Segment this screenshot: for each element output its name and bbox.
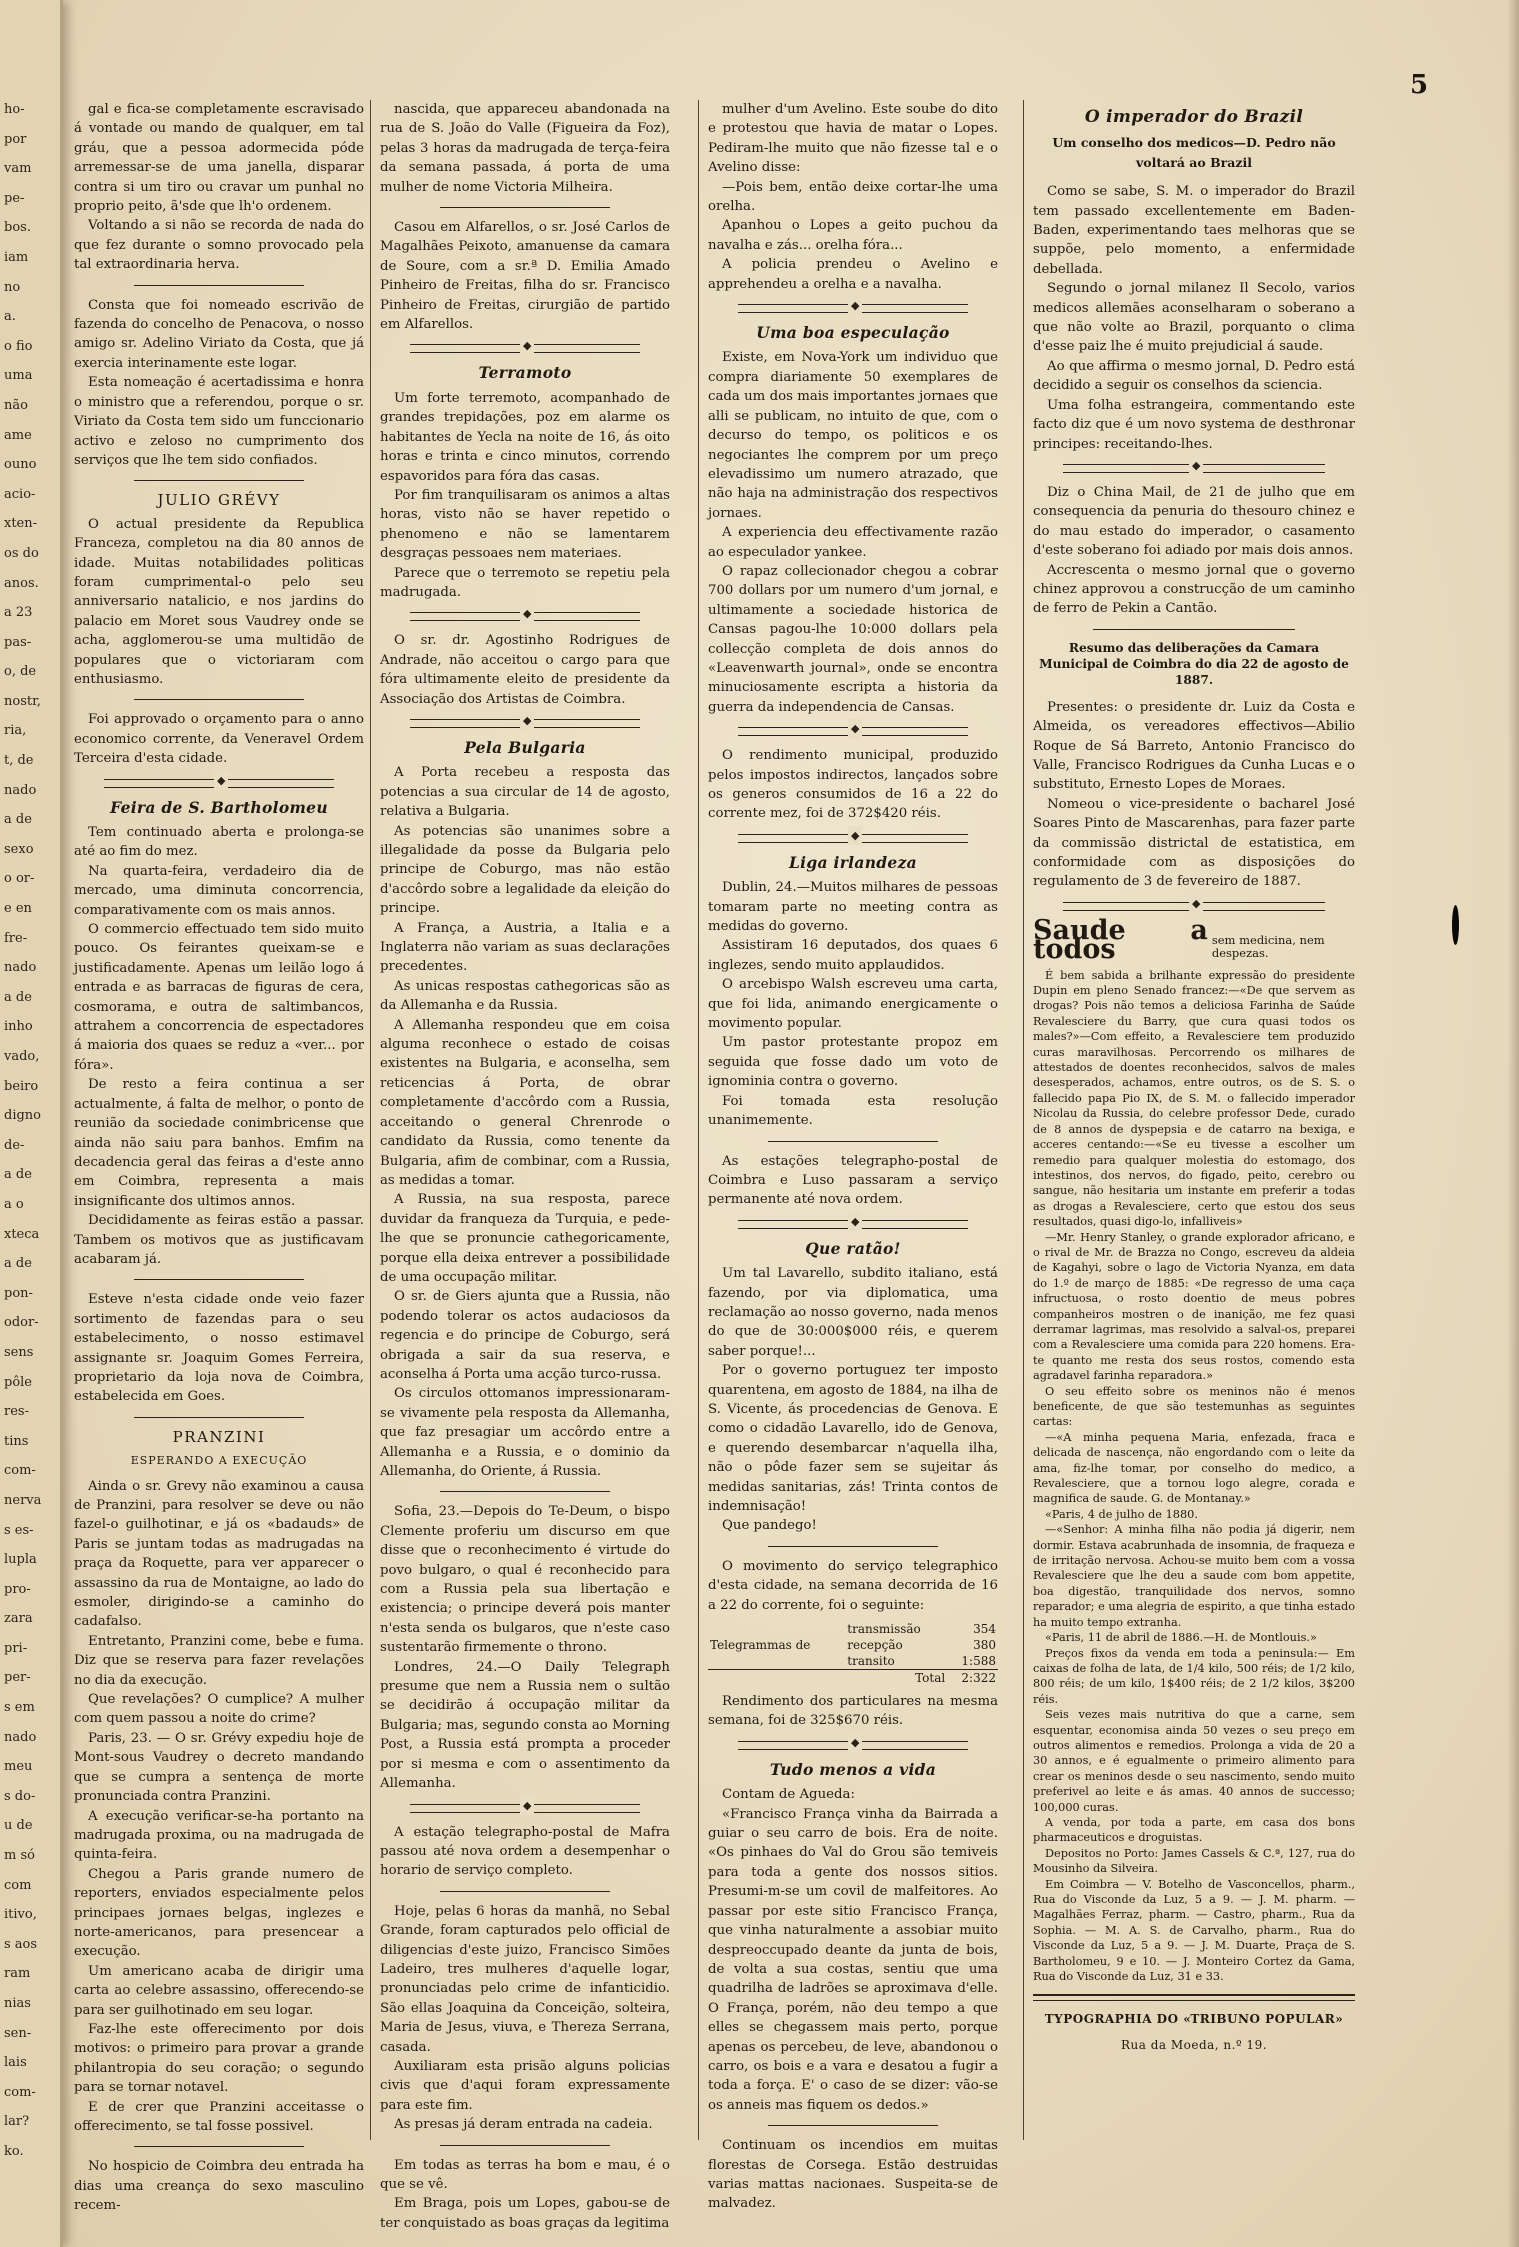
- article-text: A estação telegrapho-postal de Mafra passou até nova ordem a desempenhar o horario de serviço completo.: [380, 1824, 670, 1879]
- advert-text: É bem sabida a brilhante expressão do presidente Dupin em pleno Senado francez:—«De que servem as drogas? Pois não temos a deliciosa Farinha de Saúde Revalesciere du Barry, que cura quasi todos os males?»—Com effeito, a Revalesciere tem produzido curas maravilhosas. Percorrendo os milhares de attestados de doentes reconhecidos, salvos de males desesperados, achamos, entre outros, os de S. S. o fallecido papa Pio IX, de S. M. o fallecido imperador Nicolau da Russia, do celebre professor Dede, curado de 8 annos de dyspepsia e de catarro na bexiga, e acceres centando:—«Se eu tivesse a escolher um remedio para qualquer molestia do estomago, dos intestinos, dos nervos, do figado, peito, cerebro ou sangue, não hesitaria um instante em preferir a todas as drogas a Revalesciere, certo que estou dos seus resultados, quasi digo-lo, infalliveis»: [1033, 968, 1355, 1229]
- article-text: Tem continuado aberta e prolonga-se até ao fim do mez.: [74, 825, 364, 860]
- previous-page-fragment: xteca: [4, 1226, 40, 1242]
- previous-page-fragment: acio-: [4, 486, 36, 502]
- separator: [440, 2145, 610, 2146]
- article-text: mulher d'um Avelino. Este soube do dito e protestou que havia de matar o Lopes. Pediram-lhe muito que não fizesse tal e o Avelino disse:: [708, 102, 998, 176]
- previous-page-fragment: vado,: [4, 1049, 40, 1064]
- article-text: O rapaz collecionador chegou a cobrar 700 dollars por um numero d'um jornal, e ultimamente a sociedade historica de Cansas pagou-lhe 10:000 dollars pela collecção completa de dois annos do «Leavenwarth journal», onde se encontra minuciosamente escripta a historia da guerra da independencia de Cansas.: [708, 563, 998, 715]
- advert-text: Seis vezes mais nutritiva do que a carne, sem esquentar, economisa ainda 50 vezes o seu preço em outros alimentos e remedios. Prolonga a vida de 20 a 30 annos, e é egualmente o primeiro alimento para crear os meninos desde o seu nascimento, sendo muito preferivel ao leite e ás amas. 40 annos de successo; 100,000 curas.: [1033, 1708, 1355, 1814]
- article-text: Rendimento dos particulares na mesma semana, foi de 325$670 réis.: [708, 1694, 998, 1729]
- separator: [134, 480, 304, 481]
- article-text: Existe, em Nova-York um individuo que compra diariamente 50 exemplares de cada um dos mais importantes jornaes que alli se publicam, no intuito de que, com o decurso do tempo, os politicos e os negociantes lhe comprem por um preço elevadissimo um numero atrazado, que não haja na administração dos respectivos jornaes.: [708, 350, 998, 521]
- article-text: Um pastor protestante propoz em seguida que fosse dado um voto de ignominia contra o governo.: [708, 1035, 998, 1090]
- article-text: Nomeou o vice-presidente o bacharel José Soares Pinto de Mascarenhas, para fazer parte da commissão districtal de estatistica, em conformidade com as disposições do regulamento de 3 de fevereiro de 1887.: [1033, 796, 1355, 890]
- article-text: Dublin, 24.—Muitos milhares de pessoas tomaram parte no meeting contra as medidas do governo.: [708, 880, 998, 935]
- previous-page-fragment: ame: [4, 427, 32, 443]
- ornament-separator: [738, 304, 968, 313]
- previous-page-fragment: lar?: [4, 2114, 30, 2130]
- previous-page-fragment: iam: [4, 249, 29, 265]
- advert-text: Preços fixos da venda em toda a peninsula:— Em caixas de folha de lata, de 1/4 kilo, 500 réis; de 1/2 kilo, 800 réis; de um kilo, 1$400 réis; de 2 1/2 kilos, 3$200 réis.: [1033, 1646, 1355, 1706]
- article-text: O arcebispo Walsh escreveu uma carta, que foi lida, animando energicamente o movimento popular.: [708, 977, 998, 1032]
- previous-page-fragment: a.: [4, 309, 16, 325]
- article-text: Foi approvado o orçamento para o anno economico corrente, da Veneravel Ordem Terceira d'esta cidade.: [74, 712, 364, 767]
- column-1: [74, 100, 364, 2214]
- separator: [134, 285, 304, 286]
- telegram-total-label: Total: [845, 1670, 947, 1687]
- article-text: Parece que o terremoto se repetiu pela madrugada.: [380, 565, 670, 600]
- ornament-separator: [410, 1804, 640, 1813]
- previous-page-fragment: s do-: [4, 1788, 36, 1804]
- article-text: Em todas as terras ha bom e mau, é o que se vê.: [380, 2157, 670, 2192]
- telegram-value: 1:588: [961, 1654, 996, 1669]
- headline-liga: Liga irlandeza: [788, 852, 918, 872]
- previous-page-fragment: o, de: [4, 664, 37, 680]
- previous-page-fragment: lupla: [4, 1552, 37, 1568]
- double-rule: [1033, 1994, 1355, 2001]
- article-text: O commercio effectuado tem sido muito pouco. Os feirantes queixam-se e justificadamente. Apenas um leilão logo á entrada e as barracas de figuras de cera, cosmorama, e outra de saltimbancos, attrahem a concorrencia de espectadores á maioria dos quaes se reduz a «ver... por fóra».: [74, 922, 364, 1073]
- previous-page-fragment: pas-: [4, 634, 32, 650]
- ornament-separator: [738, 1741, 968, 1750]
- advert-text: «Paris, 4 de julho de 1880.: [1045, 1507, 1198, 1521]
- telegram-value: 354: [973, 1622, 996, 1637]
- previous-page-fragment: sexo: [4, 841, 34, 857]
- previous-page-fragment: pri-: [4, 1640, 28, 1656]
- previous-page-fragment: nerva: [4, 1492, 42, 1508]
- advert-text: —Mr. Henry Stanley, o grande explorador africano, e o rival de Mr. de Brazza no Congo, escreveu da aldeia de Kagahyi, sobre o lago de Victoria Nyanza, em data do 1.º de março de 1885: «De regresso de uma caça infructuosa, o rosto doentio de meus pobres companheiros mostren o de inanição, me fez quasi derramar lagrimas, mas resolvido a salval-os, preparei com a Revalesciere uma comida para 220 homens. Era-te quanto me resta dos seus rostos, comendo esta agradavel farinha reparadora.»: [1033, 1230, 1355, 1383]
- separator: [134, 2146, 304, 2147]
- previous-page-fragment: sens: [4, 1344, 34, 1360]
- ornament-separator: [104, 779, 334, 788]
- previous-page-fragment: ria,: [4, 723, 27, 739]
- ornament-separator: [410, 344, 640, 353]
- article-text: No hospicio de Coimbra deu entrada ha dias uma creança do sexo masculino recem-: [74, 2159, 364, 2214]
- previous-page-fragment: no: [4, 279, 21, 295]
- previous-page-fragment: vam: [4, 161, 32, 177]
- advert-text: O seu effeito sobre os meninos não é menos beneficente, de que são testemunhas as seguintes cartas:: [1033, 1384, 1355, 1429]
- advert-text: —«A minha pequena Maria, enfezada, fraca e delicada de nascença, não engordando com o leite da ama, fiz-lhe tomar, por conselho do medico, a Revalesciere, que a tornou logo alegre, corada e magnifica de saude. G. de Montanay.»: [1033, 1430, 1355, 1506]
- article-text: Diz o China Mail, de 21 de julho que em consequencia da penuria do thesouro chinez e do mau estado do imperador, o casamento d'este soberano foi adiado por mais dois annos.: [1033, 484, 1355, 559]
- previous-page-fragment: a de: [4, 1167, 32, 1183]
- article-text: Entretanto, Pranzini come, bebe e fuma. Diz que se reserva para fazer revelações no dia da execução.: [74, 1633, 364, 1688]
- previous-page-fragment: nado: [4, 1729, 37, 1745]
- previous-page-fragment: s aos: [4, 1936, 38, 1952]
- separator: [440, 1491, 610, 1492]
- previous-page-fragment: o fio: [4, 338, 33, 354]
- advert-text: —«Senhor: A minha filha não podia já digerir, nem dormir. Estava acabrunhada de insomnia, de fraqueza e de irritação nervosa. Achou-se muito bem com a vossa Revalesciere que lhe deu a saude com bom appetite, boa digestão, tranquilidade dos nervos, somno reparador; e uma alegria de espirito, a que tinha estado ha muito tempo extranha.: [1033, 1523, 1355, 1629]
- advert-headline: [1033, 914, 1355, 966]
- separator: [440, 207, 610, 208]
- subheadline-imperador: Um conselho dos medicos—D. Pedro não voltará ao Brazil: [1052, 135, 1336, 170]
- article-text: As potencias são unanimes sobre a illegalidade da posse da Bulgaria pelo principe de Coburgo, mas não estão d'accôrdo sobre a legalidade da eleição do principe.: [380, 823, 670, 917]
- previous-page-fragment: uma: [4, 368, 33, 384]
- imprint-name: TYPOGRAPHIA DO «TRIBUNO POPULAR»: [1044, 2012, 1344, 2027]
- article-text: Na quarta-feira, verdadeiro dia de mercado, uma diminuta concorrencia, comparativamente com os mais annos.: [74, 863, 364, 918]
- article-text: Um tal Lavarello, subdito italiano, está fazendo, por via diplomatica, uma reclamação ao nosso governo, nada menos do que de 30:000$000 réis, e querem saber porque!...: [708, 1266, 998, 1359]
- previous-page-fragment: nostr,: [4, 693, 42, 709]
- ornament-separator: [410, 612, 640, 621]
- telegram-table: [708, 1621, 998, 1686]
- article-text: Ao que affirma o mesmo jornal, D. Pedro está decidido a seguir os conselhos da sciencia.: [1033, 358, 1355, 394]
- column-3: [708, 100, 998, 2212]
- article-text: Que pandego!: [722, 1518, 817, 1534]
- article-text: As presas já deram entrada na cadeia.: [394, 2117, 653, 2133]
- article-text: Decididamente as feiras estão a passar. Tambem os motivos que as justificavam acabaram já.: [74, 1213, 364, 1267]
- column-4: [1033, 100, 1355, 2190]
- telegram-kind: recepção: [847, 1638, 903, 1653]
- ornament-separator: [410, 719, 640, 728]
- previous-page-fragment: inho: [4, 1019, 33, 1035]
- previous-page-fragment: m só: [4, 1848, 35, 1864]
- separator: [768, 1546, 938, 1547]
- previous-page-fragment: bos.: [4, 220, 31, 236]
- previous-page-fragment: u de: [4, 1818, 33, 1834]
- previous-page-fragment: s es-: [4, 1522, 34, 1538]
- subheadline-pranzini: ESPERANDO A EXECUÇÃO: [130, 1454, 308, 1468]
- article-text: Ainda o sr. Grevy não examinou a causa de Pranzini, para resolver se deve ou não fazel-o guilhotinar, e já os «badauds» de Paris se juntam todas as madrugadas na praça da Roquette, para ver apparecer o assassino da rua de Montaigne, ao lado do esmoler, dirigindo-se a caminho do cadafalso.: [74, 1478, 364, 1630]
- headline-feira: Feira de S. Bartholomeu: [110, 797, 328, 817]
- previous-page-fragment: com: [4, 1877, 32, 1893]
- article-text: Uma folha estrangeira, commentando este facto diz que é um novo systema de desthronar principes: receitando-lhes.: [1033, 397, 1355, 452]
- previous-page-fragment: nias: [4, 1996, 31, 2011]
- ornament-separator: [738, 1220, 968, 1229]
- article-text: Em Braga, pois um Lopes, gabou-se de ter conquistado as boas graças da legitima: [380, 2196, 670, 2231]
- article-text: Esta nomeação é acertadissima e honra o ministro que a referendou, porque o sr. Viriato da Costa tem sido um funccionario activo e zeloso no cumprimento dos serviços que lhe tem sido confiados.: [74, 375, 364, 468]
- article-text: Um americano acaba de dirigir uma carta ao celebre assassino, offerecendo-se para ser guilhotinado em seu logar.: [74, 1963, 364, 2018]
- article-text: Chegou a Paris grande numero de reporters, enviados especialmente pelos principaes jornaes belgas, inglezes e norte-americanos, para presencear a execução.: [74, 1866, 364, 1960]
- headline-imperador: O imperador do Brazil: [1084, 107, 1304, 127]
- article-text: Continuam os incendios em muitas florestas de Corsega. Estão destruidas varias mattas nacionaes. Suspeita-se de malvadez.: [708, 2138, 998, 2212]
- article-text: A experiencia deu effectivamente razão ao especulador yankee.: [708, 525, 998, 560]
- article-text: O actual presidente da Republica Franceza, completou na dia 80 annos de idade. Muitas notabilidades politicas foram cumprimental-o pelo seu anniversario natalicio, e nos jardins do palacio em Moret sous Vaudrey onde se acha, agglomerou-se uma multidão de populares que o victoriaram com enthusiasmo.: [74, 516, 364, 687]
- advert-text: Depositos no Porto: James Cassels & C.ª, 127, rua do Mousinho da Silveira.: [1033, 1846, 1355, 1876]
- previous-page-fragment: fre-: [4, 930, 28, 946]
- article-text: Contam de Agueda:: [722, 1787, 855, 1803]
- imprint-address: Rua da Moeda, n.º 19.: [1120, 2038, 1268, 2053]
- column-rule: [370, 100, 371, 2140]
- previous-page-fragment: pro-: [4, 1581, 31, 1597]
- previous-page-fragment: xten-: [4, 516, 38, 532]
- advert-title: Saude a todos: [1033, 914, 1208, 966]
- previous-page-fragment: a 23: [4, 605, 33, 621]
- article-text: Assistiram 16 deputados, dos quaes 6 inglezes, sendo muito applaudidos.: [708, 938, 998, 973]
- article-text: A França, a Austria, a Italia e a Inglaterra não variam as suas declarações precedentes.: [380, 920, 670, 975]
- article-text: Um forte terremoto, acompanhado de grandes trepidações, poz em alarme os habitantes de Yecla na noite de 16, ás oito horas e trinta e cinco minutos, correndo espavoridos para fóra das casas.: [380, 390, 670, 484]
- previous-page-fragment: zara: [4, 1611, 33, 1627]
- article-text: Foi tomada esta resolução unanimemente.: [708, 1093, 998, 1129]
- article-text: Que revelações? O cumplice? A mulher com quem passou a noite do crime?: [74, 1692, 364, 1727]
- telegram-value: 380: [973, 1638, 996, 1653]
- headline-pranzini: PRANZINI: [172, 1427, 266, 1446]
- column-2: [380, 100, 670, 2231]
- page-edge-shadow: [1507, 0, 1519, 2247]
- advert-text: A venda, por toda a parte, em casa dos bons pharmaceuticos e droguistas.: [1033, 1815, 1355, 1845]
- previous-page-fragment: lais: [4, 2055, 27, 2071]
- previous-page-fragment: por: [4, 131, 27, 147]
- article-text: Sofia, 23.—Depois do Te-Deum, o bispo Clemente proferiu um discurso em que disse que o reconhecimento é virtude do povo bulgaro, o qual é reconhecido para com a Russia pela sua libertação e existencia; o principe deverá pois manter n'esta senda os bulgaros, que n'este caso sustentarão firmemente o throno.: [380, 1504, 670, 1656]
- separator: [1093, 629, 1295, 630]
- previous-page-fragment: ko.: [4, 2143, 24, 2159]
- previous-page-fragment: e en: [4, 901, 32, 917]
- previous-page-fragment: res-: [4, 1404, 29, 1420]
- previous-page-fragment: t, de: [4, 753, 34, 769]
- previous-page-fragment: a o: [4, 1196, 24, 1212]
- headline-especulacao: Uma boa especulação: [756, 323, 950, 343]
- article-text: A execução verificar-se-ha portanto na madrugada proxima, ou na madrugada de quinta-feira.: [74, 1808, 364, 1863]
- article-text: Accrescenta o mesmo jornal que o governo chinez approvou a construcção de um caminho de ferro de Pekin a Cantão.: [1033, 562, 1355, 617]
- previous-page-fragment: de-: [4, 1137, 25, 1153]
- article-text: A Russia, na sua resposta, parece duvidar da franqueza da Turquia, e pede-lhe que se pronuncie cathegoricamente, porque ella deixa entrever a possibilidade de uma occupação militar.: [380, 1192, 670, 1285]
- previous-page-fragment: nado: [4, 960, 37, 976]
- headline-ratao: Que ratão!: [805, 1238, 901, 1258]
- article-text: Apanhou o Lopes a geito puchou da navalha e zás... orelha fóra...: [708, 218, 998, 253]
- previous-page-strip: [0, 0, 63, 2247]
- previous-page-fragment: ouno: [4, 457, 37, 473]
- article-text: Segundo o jornal milanez Il Secolo, varios medicos allemães aconselharam o soberano a que não volte ao Brazil, porquanto o clima d'esse paiz lhe é muito prejudicial á saude.: [1033, 281, 1355, 355]
- separator: [134, 1417, 304, 1418]
- article-text: Paris, 23. — O sr. Grévy expediu hoje de Mont-sous Vaudrey o decreto mandando que se cumpra a sentença de morte pronunciada contra Pranzini.: [74, 1730, 364, 1805]
- article-text: Auxiliaram esta prisão alguns policias civis que d'aqui foram expressamente para este fim.: [380, 2058, 670, 2113]
- article-text: Como se sabe, S. M. o imperador do Brazil tem passado excellentemente em Baden-Baden, experimentando taes melhoras que se suppõe, pelo momento, a enfermidade debellada.: [1033, 184, 1355, 277]
- previous-page-fragment: com-: [4, 1463, 36, 1479]
- separator: [768, 2125, 938, 2126]
- article-text: As estações telegrapho-postal de Coimbra e Luso passaram a serviço permanente até nova ordem.: [708, 1153, 998, 1208]
- previous-page-fragment: itivo,: [4, 1907, 37, 1923]
- previous-page-fragment: digno: [4, 1108, 42, 1124]
- column-rule: [698, 100, 699, 2140]
- advert-body: [1033, 968, 1355, 1985]
- previous-page-fragment: com-: [4, 2084, 36, 2100]
- previous-page-fragment: beiro: [4, 1078, 39, 1094]
- article-text: «Francisco França vinha da Bairrada a guiar o seu carro de bois. Era de noite. «Os pinhaes do Val do Grou são temiveis para toda a gente dos nossos sitios. Presumi-m-se um covil de malfeitores. Ao passar por este sitio Francisco França, que vinha naturalmente a assobiar muito despreoccupado deante da junta de bois, de volta a sua costas, sentiu que uma quadrilha de ladrões se aproximava d'elle. O França, porém, não deu tempo a que elles se chegassem mais perto, porque apenas os percebeu, de leve, abandonou o carro, os bois e a vara e desatou a fugir a toda a força. E' o caso de se dizer: vão-se os anneis mas fiquem os dedos.»: [708, 1806, 998, 2113]
- telegram-label: Telegrammas de: [710, 1638, 811, 1653]
- advert-text: Em Coimbra — V. Botelho de Vasconcellos, pharm., Rua do Visconde da Luz, 5 a 9. — J. M. pharm. — Magalhães Ferraz, pharm. — Castro, pharm., Rua da Sophia. — M. A. S. de Carvalho, pharm., Rua do Visconde da Luz, 5 a 9. — J. M. Duarte, Praça de S. Bartholomeu, 9 e 10. — J. Monteiro Cortez da Gama, Rua do Visconde da Luz, 31 e 33.: [1033, 1877, 1355, 1984]
- page-number: 5: [1410, 70, 1429, 100]
- article-text: Por o governo portuguez ter imposto quarentena, em agosto de 1884, na ilha de S. Vicente, ás procedencias de Genova. E como o cidadão Lavarello, ido de Genova, e querendo desembarcar n'aquella ilha, não o pôde fazer sem se sujeitar ás medidas sanitarias, zás! Trinta contos de indemnisação!: [708, 1363, 998, 1514]
- previous-page-fragment: sen-: [4, 2025, 32, 2041]
- advert-text: «Paris, 11 de abril de 1886.—H. de Montlouis.»: [1045, 1631, 1317, 1645]
- advert-title-small: sem medicina, nem despezas.: [1211, 932, 1325, 960]
- telegram-kind: transito: [847, 1654, 895, 1669]
- article-text: A Porta recebeu a resposta das potencias a sua circular de 14 de agosto, relativa a Bulgaria.: [380, 765, 670, 820]
- ornament-separator: [1063, 464, 1325, 473]
- article-text: A Allemanha respondeu que em coisa alguma reconhece o estado de coisas existentes na Bulgaria, e aconselha, sem reticencias á Porta, de obrar completamente d'accôrdo com a Russia, acceitando o general Chrenrode o candidato da Russia, como tenente da Bulgaria, afim de combinar, com a Russia, as medidas a tomar.: [380, 1017, 670, 1188]
- previous-page-fragment: pon-: [4, 1285, 33, 1301]
- separator: [440, 1891, 610, 1892]
- article-text: gal e fica-se completamente escravisado á vontade ou mando de qualquer, em tal gráu, que a pessoa adormecida póde arremessar-se de uma janella, disparar contra si um tiro ou cravar um punhal no proprio peito, ã'sde que lh'o ordenem.: [74, 102, 364, 215]
- headline-bulgaria: Pela Bulgaria: [464, 737, 586, 757]
- headline-tudo: Tudo menos a vida: [769, 1759, 937, 1779]
- column-rule: [1023, 100, 1024, 2140]
- previous-page-fragment: pôle: [4, 1374, 32, 1390]
- separator: [768, 1141, 938, 1142]
- headline-grevy: JULIO GRÉVY: [157, 491, 281, 510]
- previous-page-fragment: a de: [4, 1256, 32, 1272]
- telegram-total: 2:322: [947, 1670, 998, 1687]
- article-text: Casou em Alfarellos, o sr. José Carlos de Magalhães Peixoto, amanuense da camara de Soure, com a sr.ª D. Emilia Amado Pinheiro de Freitas, filha do sr. Francisco Pinheiro de Freitas, cirurgião de partido em Alfarellos.: [380, 220, 670, 333]
- article-text: De resto a feira continua a ser actualmente, á falta de melhor, o ponto de reunião da sociedade conimbricense que ainda não saiu para banhos. Emfim na decadencia geral das feiras a d'este anno em Coimbra, representa a mais insignificante dos ultimos annos.: [74, 1077, 364, 1209]
- article-text: O rendimento municipal, produzido pelos impostos indirectos, lançados sobre os generos consumidos de 16 a 22 do corrente mez, foi de 372$420 réis.: [708, 748, 998, 822]
- article-text: O movimento do serviço telegraphico d'esta cidade, na semana decorrida de 16 a 22 do corrente, foi o seguinte:: [708, 1558, 998, 1613]
- previous-page-fragment: a de: [4, 812, 32, 828]
- article-text: Presentes: o presidente dr. Luiz da Costa e Almeida, os vereadores effectivos—Abilio Roque de Sá Barreto, Antonio Francisco do Valle, Francisco Rodrigues da Cunha Lucas e o substituto, Ernesto Lopes de Moraes.: [1033, 699, 1355, 793]
- previous-page-fragment: nado: [4, 782, 37, 798]
- previous-page-fragment: pe-: [4, 190, 25, 206]
- article-text: —Pois bem, então deixe cortar-lhe uma orelha.: [708, 179, 998, 215]
- previous-page-fragment: odor-: [4, 1315, 39, 1331]
- separator: [134, 1279, 304, 1280]
- article-text: Consta que foi nomeado escrivão de fazenda do concelho de Penacova, o nosso amigo sr. Adelino Viriato da Costa, que já exercia interinamente este logar.: [74, 297, 364, 371]
- previous-page-fragment: não: [4, 397, 28, 413]
- article-text: As unicas respostas cathegoricas são as da Allemanha e da Russia.: [380, 978, 670, 1014]
- previous-page-fragment: a de: [4, 989, 32, 1005]
- ornament-separator: [1063, 902, 1325, 911]
- headline-terramoto: Terramoto: [478, 363, 572, 383]
- separator: [134, 699, 304, 700]
- previous-page-fragment: os do: [4, 545, 39, 561]
- telegram-kind: transmissão: [847, 1622, 921, 1637]
- paper-hole: [1452, 905, 1459, 945]
- article-text: Esteve n'esta cidade onde veio fazer sortimento de fazendas para o seu estabelecimento, o nosso estimavel assignante sr. Joaquim Gomes Ferreira, proprietario da loja nova de Coimbra, estabelecida em Goes.: [74, 1292, 364, 1405]
- previous-page-fragment: meu: [4, 1759, 33, 1775]
- article-text: Voltando a si não se recorda de nada do que fez durante o somno provocado pela tal extraordinaria herva.: [74, 218, 364, 273]
- article-text: Por fim tranquilisaram os animos a altas horas, visto não se haver repetido o phenomeno e não se lamentarem desgraças pessoaes nem materiaes.: [380, 487, 670, 562]
- article-text: Hoje, pelas 6 horas da manhã, no Sebal Grande, foram capturados pelo official de diligencias d'este juizo, Francisco Simões Ladeiro, tres mulheres d'aquelle logar, pronunciadas pelo crime de infanticidio. São ellas Joaquina da Conceição, solteira, Maria de Jesus, viuva, e Thereza Serrana, casada.: [380, 1903, 670, 2055]
- article-text: O sr. de Giers ajunta que a Russia, não podendo tolerar os actos audaciosos da regencia e do principe de Coburgo, será obrigada a sair da sua reserva, e aconselha á Porta uma acção turco-russa.: [380, 1289, 670, 1382]
- previous-page-fragment: o or-: [4, 871, 35, 887]
- previous-page-fragment: s em: [4, 1700, 35, 1716]
- ornament-separator: [738, 834, 968, 843]
- previous-page-fragment: tins: [4, 1433, 29, 1449]
- article-text: A policia prendeu o Avelino e apprehendeu a orelha e a navalha.: [708, 257, 998, 292]
- article-text: nascida, que appareceu abandonada na rua de S. João do Valle (Figueira da Foz), pelas 3 horas da madrugada de terça-feira da semana passada, á porta de uma mulher de nome Victoria Milheira.: [380, 102, 670, 195]
- article-text: Faz-lhe este offerecimento por dois motivos: o primeiro para provar a grande philantropia do seu coração; o segundo para se tornar notavel.: [74, 2021, 364, 2096]
- article-text: E de crer que Pranzini acceitasse o offerecimento, se tal fosse possivel.: [74, 2099, 364, 2134]
- previous-page-fragment: ram: [4, 1966, 31, 1982]
- previous-page-fragment: per-: [4, 1670, 31, 1686]
- article-text: Londres, 24.—O Daily Telegraph presume que nem a Russia nem o sultão se decidirão á occupação militar da Bulgaria; mas, segundo consta ao Morning Post, a Russia está prompta a proceder por si mesma e com o assentimento da Allemanha.: [380, 1659, 670, 1792]
- article-text: Os circulos ottomanos impressionaram-se vivamente pela resposta da Allemanha, que faz presagiar um accôrdo entre a Allemanha e a Russia, e o dominio da Allemanha, do Oriente, á Russia.: [380, 1386, 670, 1479]
- headline-resumo: Resumo das deliberações da Camara Municipal de Coimbra do dia 22 de agosto de 1887.: [1039, 640, 1349, 687]
- ornament-separator: [738, 727, 968, 736]
- previous-page-fragment: ho-: [4, 102, 25, 117]
- previous-page-fragment: anos.: [4, 575, 39, 591]
- article-text: O sr. dr. Agostinho Rodrigues de Andrade, não acceitou o cargo para que fóra ultimamente eleito de presidente da Associação dos Artistas de Coimbra.: [380, 633, 670, 707]
